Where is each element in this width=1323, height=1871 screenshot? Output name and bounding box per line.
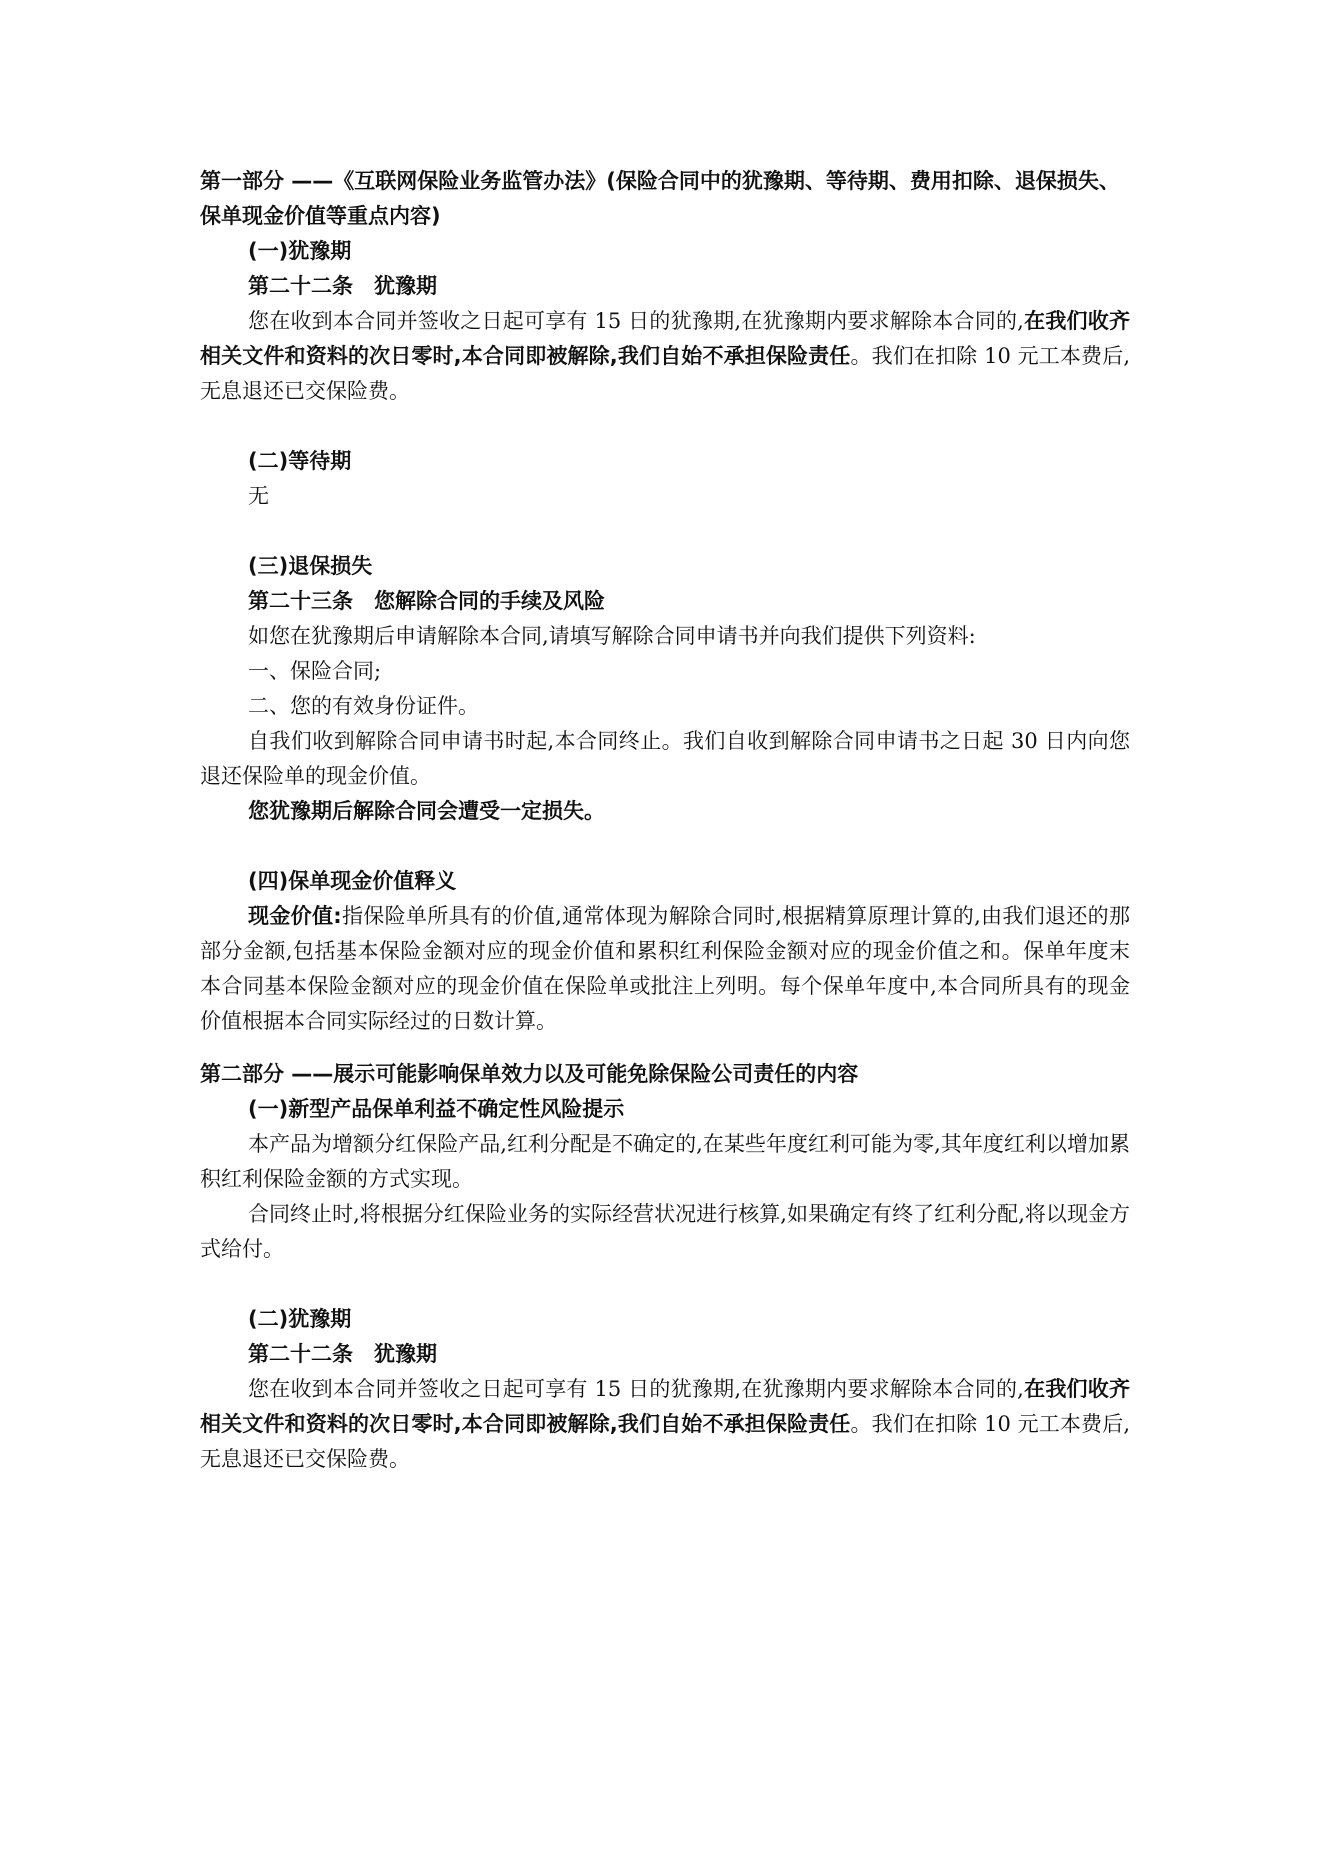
p1c-text: 。我们在扣除 10 元工本费后,无息退还已交保险费。 [200,344,1131,403]
p1a-text: 您在收到本合同并签收之日起可享有 15 日的犹豫期,在犹豫期内要求解除本合同的, [248,309,1024,333]
part1-section3-paragraph2: 自我们收到解除合同申请书时起,本合同终止。我们自收到解除合同申请书之日起 30 日内向您退还保险单的现金价值。 [200,729,1130,788]
p2a-text: 您在收到本合同并签收之日起可享有 15 日的犹豫期,在犹豫期内要求解除本合同的, [248,1377,1024,1401]
part1-section3-article: 第二十三条 您解除合同的手续及风险 [248,589,605,613]
part2-section2-heading: (二)犹豫期 [248,1307,352,1331]
part1-section1-heading: (一)犹豫期 [248,239,352,263]
p1b-bold-text: 在我们收齐相关文件和资料的次日零时,本合同即被解除,我们自始不承担保险责任 [200,309,1130,368]
document-page [200,164,1130,1477]
part1-section2-heading: (二)等待期 [248,449,352,473]
part1-section3-paragraph3: 您犹豫期后解除合同会遭受一定损失。 [248,799,605,823]
part1-section2-text: 无 [248,484,269,508]
cash-value-definition: 指保险单所具有的价值,通常体现为解除合同时,根据精算原理计算的,由我们退还的那部分金额,包括基本保险金额对应的现金价值和累积红利保险金额对应的现金价值之和。保单年度末本合同基本保险金额对应的现金价值在保险单或批注上列明。每个保单年度中,本合同所具有的现金价值根据本合同实际经过的日数计算。 [200,904,1130,1033]
part2-title: 第二部分 ——展示可能影响保单效力以及可能免除保险公司责任的内容 [200,1062,859,1086]
part2-section1-paragraph1: 本产品为增额分红保险产品,红利分配是不确定的,在某些年度红利可能为零,其年度红利以增加累积红利保险金额的方式实现。 [200,1132,1130,1191]
part1-title: 第一部分 ——《互联网保险业务监管办法》(保险合同中的犹豫期、等待期、费用扣除、退保损失、保单现金价值等重点内容) [200,169,1120,228]
cash-value-term: 现金价值: [248,904,342,928]
part1-section1-paragraph [200,304,1130,409]
part1-section3-paragraph1: 如您在犹豫期后申请解除本合同,请填写解除合同申请书并向我们提供下列资料: [248,624,976,648]
part1-section3-heading: (三)退保损失 [248,554,373,578]
p2c-text: 。我们在扣除 10 元工本费后,无息退还已交保险费。 [200,1412,1131,1471]
part2-section2-article: 第二十二条 犹豫期 [248,1342,437,1366]
part1-section3-item1: 一、保险合同; [248,659,382,683]
part1-section3-item2: 二、您的有效身份证件。 [248,694,479,718]
p2b-bold-text: 在我们收齐相关文件和资料的次日零时,本合同即被解除,我们自始不承担保险责任 [200,1377,1130,1436]
part2-section2-paragraph [200,1372,1130,1477]
part1-section4-heading: (四)保单现金价值释义 [248,869,457,893]
part1-section4-paragraph [200,899,1130,1039]
part2-section1-heading: (一)新型产品保单利益不确定性风险提示 [248,1097,625,1121]
part2-section1-paragraph2: 合同终止时,将根据分红保险业务的实际经营状况进行核算,如果确定有终了红利分配,将以现金方式给付。 [200,1202,1130,1261]
part1-section1-article: 第二十二条 犹豫期 [248,274,437,298]
